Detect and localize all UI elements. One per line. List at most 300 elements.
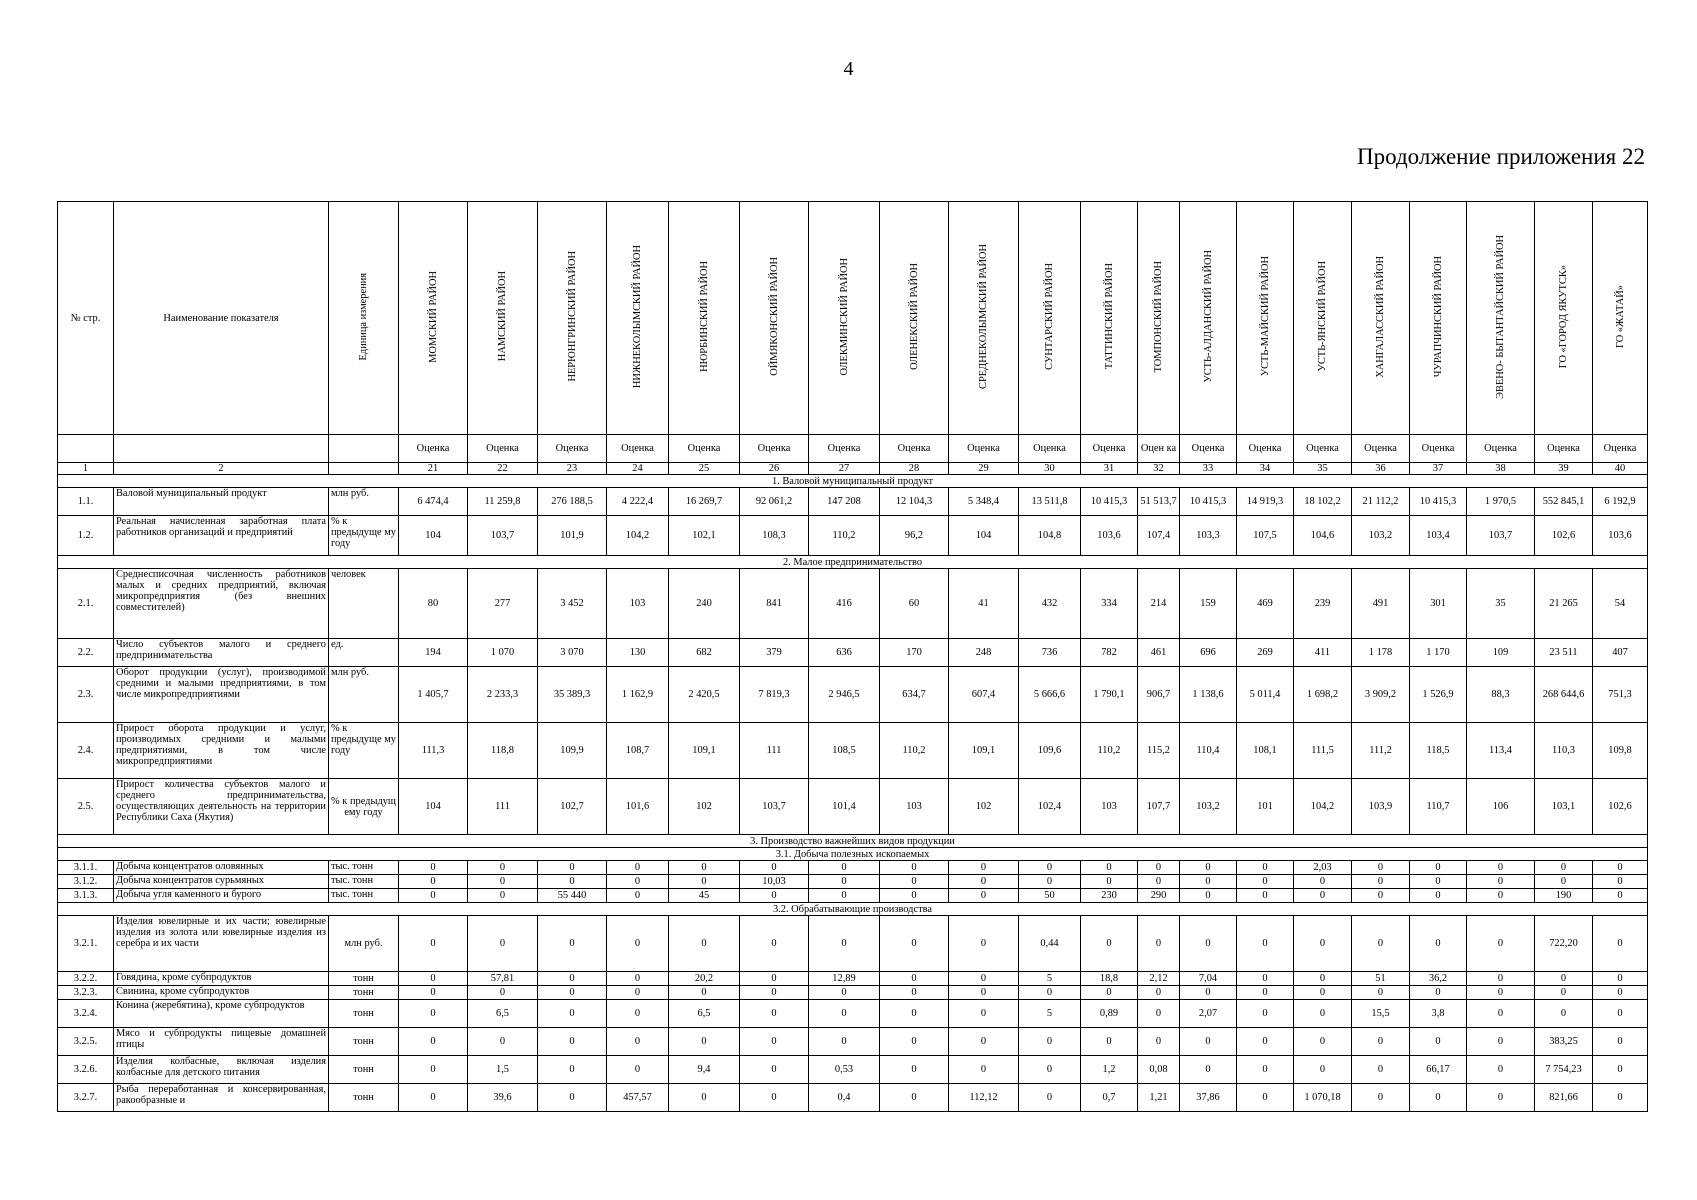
estimate-cell: Оценка (1352, 435, 1410, 463)
table-row (58, 861, 1648, 875)
estimate-cell: Оценка (1535, 435, 1593, 463)
value-cell: 0 (1237, 875, 1294, 889)
row-number: 2.1. (58, 569, 114, 639)
value-cell: 268 644,6 (1535, 667, 1593, 723)
column-number-cell: 36 (1352, 463, 1410, 475)
value-cell: 80 (399, 569, 468, 639)
estimate-cell: Оценка (669, 435, 740, 463)
unit-cell: тыс. тонн (329, 875, 399, 889)
value-cell: 107,4 (1138, 516, 1180, 556)
indicator-name: Число субъектов малого и среднего предпринимательства (114, 639, 329, 667)
section-row (58, 475, 1648, 488)
row-number: 3.1.2. (58, 875, 114, 889)
value-cell: 2 233,3 (468, 667, 538, 723)
column-number-cell: 22 (468, 463, 538, 475)
column-number-cell: 30 (1019, 463, 1081, 475)
value-cell: 0,44 (1019, 916, 1081, 972)
value-cell: 0 (538, 986, 607, 1000)
value-cell: 0 (468, 1028, 538, 1056)
value-cell: 0 (809, 986, 880, 1000)
section-title: 3.2. Обрабатывающие производства (58, 903, 1648, 916)
value-cell: 0 (1294, 916, 1352, 972)
value-cell: 0 (1237, 889, 1294, 903)
value-cell: 101 (1237, 779, 1294, 835)
column-number-cell: 38 (1467, 463, 1535, 475)
value-cell: 0 (1467, 1028, 1535, 1056)
value-cell: 7 819,3 (740, 667, 809, 723)
value-cell: 0 (1294, 889, 1352, 903)
header-district: МОМСКИЙ РАЙОН (399, 202, 468, 435)
value-cell: 0 (809, 916, 880, 972)
value-cell: 0 (468, 889, 538, 903)
value-cell: 0 (880, 972, 949, 986)
value-cell: 51 (1352, 972, 1410, 986)
value-cell: 104 (399, 779, 468, 835)
value-cell: 0 (1535, 986, 1593, 1000)
value-cell: 1 526,9 (1410, 667, 1467, 723)
value-cell: 0 (1410, 986, 1467, 1000)
empty-cell (58, 435, 114, 463)
value-cell: 383,25 (1535, 1028, 1593, 1056)
value-cell: 0 (1593, 1084, 1648, 1112)
value-cell: 18,8 (1081, 972, 1138, 986)
value-cell: 112,12 (949, 1084, 1019, 1112)
value-cell: 104,2 (1294, 779, 1352, 835)
empty-cell (329, 435, 399, 463)
value-cell: 0 (1081, 916, 1138, 972)
value-cell: 0 (740, 889, 809, 903)
value-cell: 696 (1180, 639, 1237, 667)
table-row (58, 667, 1648, 723)
value-cell: 108,5 (809, 723, 880, 779)
value-cell: 110,4 (1180, 723, 1237, 779)
indicator-name: Добыча концентратов сурьмяных (114, 875, 329, 889)
table-row (58, 639, 1648, 667)
value-cell: 3 452 (538, 569, 607, 639)
value-cell: 103,9 (1352, 779, 1410, 835)
value-cell: 0 (399, 986, 468, 1000)
value-cell: 0,7 (1081, 1084, 1138, 1112)
value-cell: 107,5 (1237, 516, 1294, 556)
value-cell: 0 (399, 1000, 468, 1028)
value-cell: 0 (399, 889, 468, 903)
value-cell: 0 (1593, 1056, 1648, 1084)
value-cell: 41 (949, 569, 1019, 639)
unit-cell: млн руб. (329, 667, 399, 723)
header-district: УСТЬ-МАЙСКИЙ РАЙОН (1237, 202, 1294, 435)
column-number-cell: 2 (114, 463, 329, 475)
value-cell: 0 (740, 916, 809, 972)
indicator-name: Рыба переработанная и консервированная, ракообразные и (114, 1084, 329, 1112)
estimate-cell: Оценка (740, 435, 809, 463)
value-cell: 0 (1294, 875, 1352, 889)
header-indicator: Наименование показателя (114, 202, 329, 435)
value-cell: 0 (880, 875, 949, 889)
value-cell: 109,8 (1593, 723, 1648, 779)
column-number-cell: 31 (1081, 463, 1138, 475)
unit-cell: % к предыдуще му году (329, 723, 399, 779)
estimate-row (58, 435, 1648, 463)
value-cell: 104,2 (607, 516, 669, 556)
value-cell: 0 (1180, 889, 1237, 903)
appendix-title: Продолжение приложения 22 (1357, 144, 1645, 169)
value-cell: 607,4 (949, 667, 1019, 723)
estimate-cell: Оценка (1467, 435, 1535, 463)
column-number-cell: 37 (1410, 463, 1467, 475)
value-cell: 1 698,2 (1294, 667, 1352, 723)
indicator-name: Изделия ювелирные и их части; ювелирные изделия из золота или ювелирные изделия из серебра и их части (114, 916, 329, 972)
value-cell: 0 (399, 875, 468, 889)
value-cell: 147 208 (809, 488, 880, 516)
value-cell: 0 (607, 972, 669, 986)
column-number-cell: 32 (1138, 463, 1180, 475)
value-cell: 0 (538, 1000, 607, 1028)
value-cell: 1 070,18 (1294, 1084, 1352, 1112)
value-cell: 170 (880, 639, 949, 667)
value-cell: 118,5 (1410, 723, 1467, 779)
value-cell: 432 (1019, 569, 1081, 639)
value-cell: 0 (1081, 861, 1138, 875)
value-cell: 0 (880, 1028, 949, 1056)
value-cell: 0 (607, 861, 669, 875)
value-cell: 469 (1237, 569, 1294, 639)
value-cell: 194 (399, 639, 468, 667)
estimate-cell: Оцен ка (1138, 435, 1180, 463)
value-cell: 104,8 (1019, 516, 1081, 556)
header-district: ЭВЕНО- БЫТАНТАЙСКИЙ РАЙОН (1467, 202, 1535, 435)
value-cell: 102 (949, 779, 1019, 835)
value-cell: 0 (1294, 986, 1352, 1000)
indicator-name: Оборот продукции (услуг), производимой средними и малыми предприятиями, в том числе микропредприятиями (114, 667, 329, 723)
value-cell: 0 (880, 1084, 949, 1112)
value-cell: 23 511 (1535, 639, 1593, 667)
value-cell: 102,4 (1019, 779, 1081, 835)
value-cell: 107,7 (1138, 779, 1180, 835)
value-cell: 10,03 (740, 875, 809, 889)
section-title: 3. Производство важнейших видов продукции (58, 835, 1648, 848)
value-cell: 0 (1535, 875, 1593, 889)
value-cell: 0 (538, 875, 607, 889)
value-cell: 60 (880, 569, 949, 639)
column-number-cell: 21 (399, 463, 468, 475)
unit-cell: тонн (329, 986, 399, 1000)
value-cell: 103,2 (1180, 779, 1237, 835)
indicator-name: Добыча угля каменного и бурого (114, 889, 329, 903)
estimate-cell: Оценка (1294, 435, 1352, 463)
row-number: 3.2.1. (58, 916, 114, 972)
value-cell: 0 (1138, 1028, 1180, 1056)
header-district: ГО «ЖАТАЙ» (1593, 202, 1648, 435)
header-district: НАМСКИЙ РАЙОН (468, 202, 538, 435)
header-district: УСТЬ-ЯНСКИЙ РАЙОН (1294, 202, 1352, 435)
header-district: ХАНГАЛАССКИЙ РАЙОН (1352, 202, 1410, 435)
estimate-cell: Оценка (607, 435, 669, 463)
value-cell: 2,07 (1180, 1000, 1237, 1028)
value-cell: 0 (1237, 1000, 1294, 1028)
value-cell: 0 (538, 1056, 607, 1084)
value-cell: 109,1 (949, 723, 1019, 779)
table-row (58, 1084, 1648, 1112)
empty-cell (114, 435, 329, 463)
value-cell: 10 415,3 (1410, 488, 1467, 516)
value-cell: 0 (1593, 1000, 1648, 1028)
value-cell: 4 222,4 (607, 488, 669, 516)
value-cell: 2,12 (1138, 972, 1180, 986)
indicator-name: Мясо и субпродукты пищевые домашней птицы (114, 1028, 329, 1056)
value-cell: 104 (399, 516, 468, 556)
value-cell: 0 (538, 861, 607, 875)
table-row (58, 569, 1648, 639)
value-cell: 1 162,9 (607, 667, 669, 723)
value-cell: 0 (1081, 875, 1138, 889)
value-cell: 37,86 (1180, 1084, 1237, 1112)
value-cell: 6,5 (468, 1000, 538, 1028)
table-header-row (58, 202, 1648, 435)
value-cell: 5 011,4 (1237, 667, 1294, 723)
value-cell: 0 (1138, 916, 1180, 972)
value-cell: 109,6 (1019, 723, 1081, 779)
value-cell: 0 (1237, 861, 1294, 875)
section-row (58, 556, 1648, 569)
value-cell: 12,89 (809, 972, 880, 986)
value-cell: 104,6 (1294, 516, 1352, 556)
unit-cell: тонн (329, 1056, 399, 1084)
estimate-cell: Оценка (399, 435, 468, 463)
value-cell: 0 (607, 875, 669, 889)
value-cell: 0 (669, 875, 740, 889)
value-cell: 18 102,2 (1294, 488, 1352, 516)
value-cell: 0 (1294, 1056, 1352, 1084)
table-row (58, 1000, 1648, 1028)
row-number: 3.1.1. (58, 861, 114, 875)
value-cell: 96,2 (880, 516, 949, 556)
value-cell: 461 (1138, 639, 1180, 667)
value-cell: 0 (1410, 889, 1467, 903)
value-cell: 0 (880, 861, 949, 875)
value-cell: 0 (880, 1056, 949, 1084)
value-cell: 0 (740, 1056, 809, 1084)
value-cell: 20,2 (669, 972, 740, 986)
value-cell: 1 178 (1352, 639, 1410, 667)
value-cell: 0,53 (809, 1056, 880, 1084)
section-title: 1. Валовой муниципальный продукт (58, 475, 1648, 488)
header-row-no: № стр. (58, 202, 114, 435)
value-cell: 230 (1081, 889, 1138, 903)
value-cell: 1,5 (468, 1056, 538, 1084)
indicator-name: Добыча концентратов оловянных (114, 861, 329, 875)
indicator-name: Говядина, кроме субпродуктов (114, 972, 329, 986)
value-cell: 111,5 (1294, 723, 1352, 779)
row-number: 2.2. (58, 639, 114, 667)
value-cell: 0 (1352, 1084, 1410, 1112)
value-cell: 0 (1593, 889, 1648, 903)
value-cell: 50 (1019, 889, 1081, 903)
value-cell: 1 138,6 (1180, 667, 1237, 723)
row-number: 3.2.7. (58, 1084, 114, 1112)
value-cell: 0 (399, 1084, 468, 1112)
value-cell: 103 (880, 779, 949, 835)
value-cell: 0 (949, 1028, 1019, 1056)
value-cell: 0 (1352, 889, 1410, 903)
value-cell: 7 754,23 (1535, 1056, 1593, 1084)
value-cell: 110,2 (1081, 723, 1138, 779)
value-cell: 108,7 (607, 723, 669, 779)
row-number: 1.1. (58, 488, 114, 516)
header-district: НЕРЮНГРИНСКИЙ РАЙОН (538, 202, 607, 435)
value-cell: 35 389,3 (538, 667, 607, 723)
value-cell: 0 (1237, 972, 1294, 986)
value-cell: 108,1 (1237, 723, 1294, 779)
value-cell: 102,7 (538, 779, 607, 835)
value-cell: 0 (669, 861, 740, 875)
estimate-cell: Оценка (468, 435, 538, 463)
value-cell: 0 (880, 889, 949, 903)
value-cell: 290 (1138, 889, 1180, 903)
value-cell: 0 (468, 916, 538, 972)
value-cell: 1 070 (468, 639, 538, 667)
value-cell: 0 (1593, 861, 1648, 875)
unit-cell: тонн (329, 972, 399, 986)
value-cell: 0 (1410, 875, 1467, 889)
value-cell: 0 (880, 916, 949, 972)
section-title: 2. Малое предпринимательство (58, 556, 1648, 569)
value-cell: 45 (669, 889, 740, 903)
value-cell: 0 (607, 1056, 669, 1084)
value-cell: 35 (1467, 569, 1535, 639)
header-unit-label: Единица измерения (358, 272, 369, 361)
value-cell: 0 (1138, 861, 1180, 875)
column-number-cell: 34 (1237, 463, 1294, 475)
value-cell: 301 (1410, 569, 1467, 639)
estimate-cell: Оценка (1081, 435, 1138, 463)
value-cell: 0 (538, 972, 607, 986)
value-cell: 5 (1019, 972, 1081, 986)
value-cell: 9,4 (669, 1056, 740, 1084)
value-cell: 1 405,7 (399, 667, 468, 723)
unit-cell: ед. (329, 639, 399, 667)
value-cell: 103,7 (1467, 516, 1535, 556)
value-cell: 57,81 (468, 972, 538, 986)
value-cell: 0 (1237, 1084, 1294, 1112)
value-cell: 0 (880, 1000, 949, 1028)
header-district: НИЖНЕКОЛЫМСКИЙ РАЙОН (607, 202, 669, 435)
value-cell: 0 (880, 986, 949, 1000)
value-cell: 0 (1138, 1000, 1180, 1028)
value-cell: 0 (1467, 1084, 1535, 1112)
value-cell: 0 (1294, 1000, 1352, 1028)
row-number: 2.5. (58, 779, 114, 835)
value-cell: 0 (1180, 916, 1237, 972)
value-cell: 13 511,8 (1019, 488, 1081, 516)
value-cell: 0 (1593, 875, 1648, 889)
value-cell: 0 (607, 986, 669, 1000)
value-cell: 0 (1138, 875, 1180, 889)
value-cell: 0 (1410, 916, 1467, 972)
column-number-cell: 40 (1593, 463, 1648, 475)
value-cell: 821,66 (1535, 1084, 1593, 1112)
column-number-cell: 29 (949, 463, 1019, 475)
row-number: 3.1.3. (58, 889, 114, 903)
value-cell: 0 (538, 1084, 607, 1112)
estimate-cell: Оценка (809, 435, 880, 463)
value-cell: 0 (1352, 861, 1410, 875)
table-row (58, 516, 1648, 556)
value-cell: 6 474,4 (399, 488, 468, 516)
value-cell: 0 (1019, 875, 1081, 889)
column-number-row (58, 463, 1648, 475)
value-cell: 0 (1410, 1028, 1467, 1056)
value-cell: 0 (1593, 972, 1648, 986)
value-cell: 103,7 (740, 779, 809, 835)
value-cell: 110,2 (809, 516, 880, 556)
value-cell: 552 845,1 (1535, 488, 1593, 516)
indicator-name: Прирост оборота продукции и услуг, производимых средними и малыми предприятиями, в том числе микропредприятиями (114, 723, 329, 779)
row-number: 2.3. (58, 667, 114, 723)
value-cell: 1 970,5 (1467, 488, 1535, 516)
table-row (58, 1028, 1648, 1056)
unit-cell: тыс. тонн (329, 861, 399, 875)
value-cell: 5 348,4 (949, 488, 1019, 516)
section-row (58, 848, 1648, 861)
value-cell: 0 (607, 916, 669, 972)
value-cell: 2,03 (1294, 861, 1352, 875)
value-cell: 0 (607, 1028, 669, 1056)
value-cell: 118,8 (468, 723, 538, 779)
header-district: НЮРБИНСКИЙ РАЙОН (669, 202, 740, 435)
value-cell: 751,3 (1593, 667, 1648, 723)
value-cell: 0 (1467, 1000, 1535, 1028)
value-cell: 0 (1081, 986, 1138, 1000)
value-cell: 109 (1467, 639, 1535, 667)
header-district: СРЕДНЕКОЛЫМСКИЙ РАЙОН (949, 202, 1019, 435)
value-cell: 0 (1467, 1056, 1535, 1084)
column-number-cell: 26 (740, 463, 809, 475)
value-cell: 12 104,3 (880, 488, 949, 516)
unit-cell: млн руб. (329, 916, 399, 972)
value-cell: 103,6 (1081, 516, 1138, 556)
value-cell: 0 (1410, 861, 1467, 875)
value-cell: 0 (1180, 986, 1237, 1000)
table-row (58, 1056, 1648, 1084)
value-cell: 0 (669, 1084, 740, 1112)
value-cell: 130 (607, 639, 669, 667)
value-cell: 0 (949, 889, 1019, 903)
column-number-cell: 35 (1294, 463, 1352, 475)
value-cell: 109,9 (538, 723, 607, 779)
value-cell: 103 (1081, 779, 1138, 835)
value-cell: 108,3 (740, 516, 809, 556)
value-cell: 0 (1180, 1028, 1237, 1056)
value-cell: 190 (1535, 889, 1593, 903)
value-cell: 0 (399, 916, 468, 972)
value-cell: 103,7 (468, 516, 538, 556)
value-cell: 0 (468, 875, 538, 889)
value-cell: 0 (1467, 875, 1535, 889)
value-cell: 0 (740, 986, 809, 1000)
estimate-cell: Оценка (949, 435, 1019, 463)
value-cell: 491 (1352, 569, 1410, 639)
value-cell: 0 (1237, 1028, 1294, 1056)
value-cell: 0 (399, 861, 468, 875)
value-cell: 0 (1352, 1056, 1410, 1084)
value-cell: 3,8 (1410, 1000, 1467, 1028)
row-number: 3.2.4. (58, 1000, 114, 1028)
indicator-name: Изделия колбасные, включая изделия колбасные для детского питания (114, 1056, 329, 1084)
header-district: ОЛЕНЕКСКИЙ РАЙОН (880, 202, 949, 435)
indicators-table (57, 201, 1648, 1112)
estimate-cell: Оценка (1593, 435, 1648, 463)
value-cell: 0 (1294, 972, 1352, 986)
